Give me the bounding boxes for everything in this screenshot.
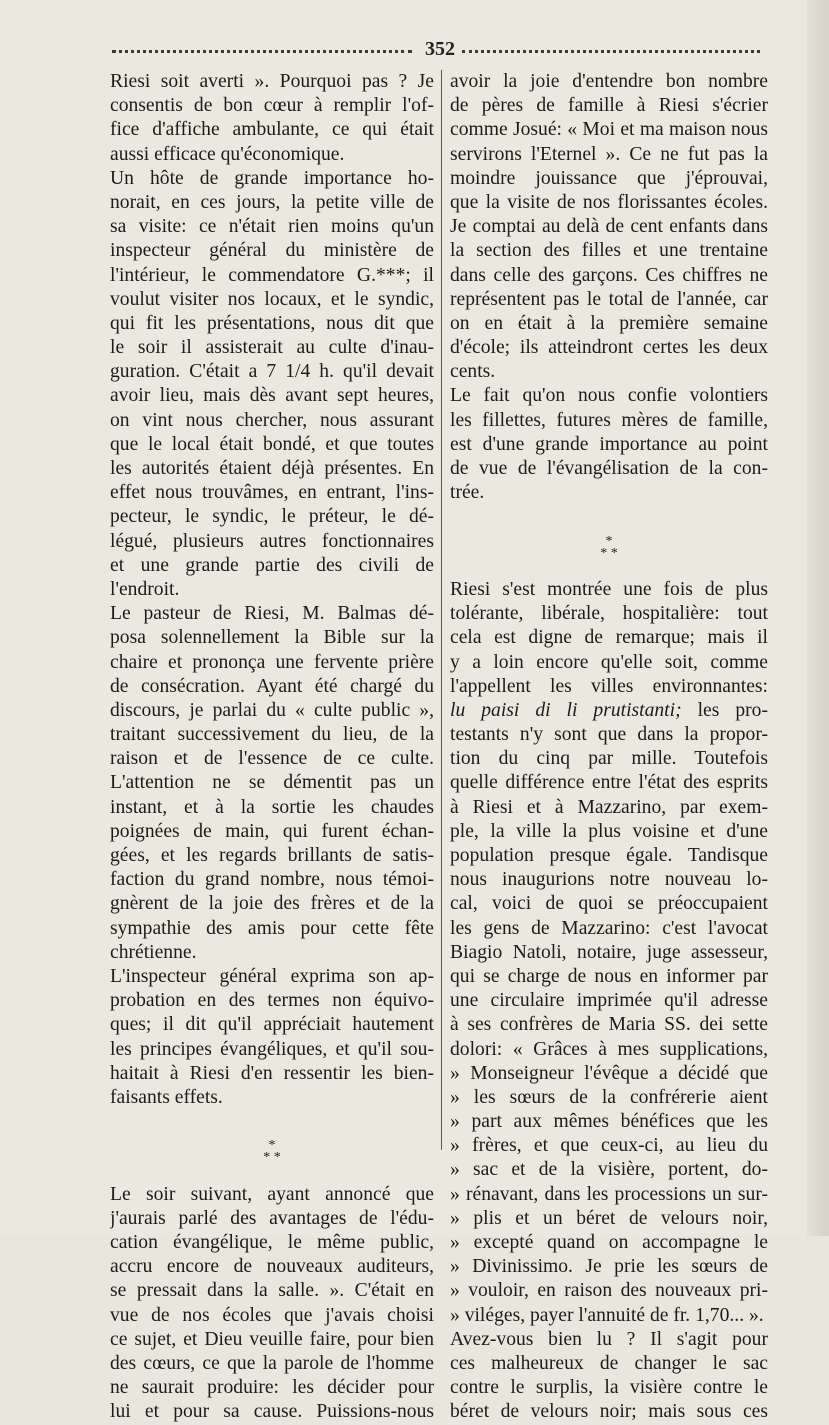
text-line: norait, en ces jours, la petite ville de (110, 191, 434, 213)
header-rule-right (462, 50, 760, 53)
text-line: quelle différence entre l'état des esprits (450, 772, 768, 794)
text-line: on vint nous chercher, nous assurant (110, 409, 434, 431)
text-line: faisants effets. (110, 1086, 223, 1108)
text-line: l'appellent les villes environnantes: (450, 675, 768, 697)
text-line: contre le surplis, la visière contre le (450, 1377, 768, 1399)
text-line: consentis de bon cœur à remplir l'of- (110, 95, 434, 117)
text-line: représentent pas le total de l'année, car (450, 288, 768, 310)
text-line: des cœurs, ce que la parole de l'homme (110, 1352, 434, 1374)
text-line: j'aurais parlé des avantages de l'édu- (110, 1207, 434, 1229)
text-line: légué, plusieurs autres fonctionnaires (110, 530, 434, 552)
text-line: la section des filles et une trentaine (450, 240, 768, 262)
text-line: comme Josué: « Moi et ma maison nous (450, 119, 768, 141)
text-line: avoir lieu, mais dès avant sept heures, (110, 385, 434, 407)
text-line: L'attention ne se démentit pas un (110, 772, 434, 794)
text-line: inspecteur général du ministère de (110, 240, 434, 262)
blank-line (110, 1110, 434, 1134)
text-line: Le soir suivant, ayant annoncé que (110, 1183, 434, 1205)
text-line: sa visite: ce n'était rien moins qu'un (110, 216, 434, 238)
text-line: ce sujet, et Dieu veuille faire, pour bien (110, 1328, 434, 1350)
text-line: » Monseigneur l'évêque a décidé que (450, 1062, 768, 1084)
text-line: y a loin encore qu'elle soit, comme (450, 651, 768, 673)
text-line: cela est digne de remarque; mais il (450, 627, 768, 649)
text-line: on en était à la première semaine (450, 312, 768, 334)
text-line: Un hôte de grande importance ho- (110, 167, 434, 189)
text-line: le soir il assisterait au culte d'inau- (110, 337, 434, 359)
text-line: d'école; ils atteindront certes les deux (450, 337, 768, 359)
text-line: fice d'affiche ambulante, ce qui était (110, 119, 434, 141)
text-line: tion du cinq par mille. Toutefois (450, 748, 768, 770)
section-asterism: * * * (263, 1138, 281, 1166)
text-line: et une grande partie des civili de (110, 554, 434, 576)
text-line: posa solennellement la Bible sur la (110, 627, 434, 649)
text-line: trée. (450, 482, 485, 504)
text-line: Avez-vous bien lu ? Il s'agit pour (450, 1328, 768, 1350)
text-line: gées, et les regards brillants de satis- (110, 845, 434, 866)
text-line: instant, et à la sortie les chaudes (110, 796, 434, 818)
text-line: une circulaire imprimée qu'il adresse (450, 990, 768, 1012)
text-line: Le pasteur de Riesi, M. Balmas dé- (110, 603, 434, 625)
text-line: lu paisi di li prutistanti; les pro- (450, 699, 768, 721)
text-line: Je comptai au delà de cent enfants dans (450, 216, 768, 238)
page-edge-shadow (807, 0, 829, 1236)
blank-line (450, 505, 768, 529)
text-line: qui se charge de nous en informer par (450, 965, 768, 987)
text-line: sympathie des amis pour cette fête (110, 917, 434, 939)
text-line: dolori: « Grâces à mes supplications, (450, 1038, 768, 1060)
text-line: les gens de Mazzarino: c'est l'avocat (450, 917, 768, 939)
text-line: testants n'y sont que dans la propor- (450, 724, 768, 746)
text-line: Riesi s'est montrée une fois de plus (450, 578, 768, 600)
text-line: accru encore de nouveaux auditeurs, (110, 1256, 434, 1278)
column-divider (441, 70, 442, 1150)
text-line: » rénavant, dans les processions un sur- (450, 1183, 768, 1205)
text-line: » plis et un béret de velours noir, (450, 1207, 768, 1229)
text-line: pecteur, le syndic, le préteur, le dé- (110, 506, 434, 528)
text-line: cation évangélique, le même public, (110, 1232, 434, 1253)
text-line: les fillettes, futures mères de famille, (450, 409, 768, 431)
text-line: guration. C'était a 7 1/4 h. qu'il devait (110, 361, 434, 383)
text-line: vue de nos écoles que j'avais choisi (110, 1304, 434, 1326)
text-line: raison et de l'essence de ce culte. (110, 748, 434, 770)
text-line: dans celle des garçons. Ces chiffres ne (450, 264, 768, 286)
page-number: 352 (425, 38, 455, 60)
text-line: chrétienne. (110, 941, 197, 963)
text-line: gnèrent de la joie des frères et de la (110, 893, 434, 915)
text-line: nous inaugurions notre nouveau lo- (450, 869, 768, 891)
text-line: de pères de famille à Riesi s'écrier (450, 95, 768, 117)
text-line: se pressait dans la salle. ». C'était en (110, 1280, 434, 1302)
text-line: que la visite de nos florissantes écoles. (450, 191, 768, 213)
text-line: servirons l'Eternel ». Ce ne fut pas la (450, 143, 768, 165)
text-line: est d'une grande importance au point (450, 433, 768, 455)
text-line: à ses confrères de Maria SS. dei sette (450, 1014, 768, 1036)
text-line: les autorités étaient déjà présentes. En (110, 458, 434, 479)
text-line: L'inspecteur général exprima son ap- (110, 965, 434, 987)
right-column (450, 70, 768, 1425)
text-line: cents. (450, 361, 496, 383)
text-line: béret de velours noir; mais sous ces (450, 1401, 768, 1423)
text-line: » vouloir, en raison des nouveaux pri- (450, 1280, 768, 1302)
text-line: » part aux mêmes bénéfices que les (450, 1111, 768, 1133)
text-line: aussi efficace qu'économique. (110, 143, 345, 165)
text-line: que le local était bondé, et que toutes (110, 433, 434, 455)
text-line: faction du grand nombre, nous témoi- (110, 869, 434, 891)
text-line: haitait à Riesi d'en ressentir les bien- (110, 1062, 434, 1084)
text-line: » frères, et que ceux-ci, au lieu du (450, 1135, 768, 1157)
text-line: à Riesi et à Mazzarino, par exem- (450, 796, 768, 818)
text-line: probation en des termes non équivo- (110, 990, 434, 1012)
text-line: voulut visiter nos locaux, et le syndic, (110, 288, 434, 310)
text-line: de consécration. Ayant été chargé du (110, 675, 434, 697)
text-line: chaire et prononça une fervente prière (110, 651, 434, 673)
text-line: tolérante, libérale, hospitalière: tout (450, 603, 768, 625)
text-line: ques; il dit qu'il appréciait hautement (110, 1014, 434, 1036)
text-line: discours, je parlai du « culte public », (110, 699, 434, 721)
left-column (110, 70, 434, 1425)
text-line: » les sœurs de la confrérerie aient (450, 1086, 768, 1108)
text-line: l'intérieur, le commendatore G.***; il (110, 264, 434, 286)
text-line: ces malheureux de changer le sac (450, 1352, 768, 1374)
text-line: » sac et de la visière, portent, do- (450, 1159, 768, 1181)
text-line: Riesi soit averti ». Pourquoi pas ? Je (110, 71, 434, 92)
text-line: l'endroit. (110, 578, 180, 600)
header-rule-left (112, 50, 412, 53)
text-line: population presque égale. Tandisque (450, 845, 768, 866)
text-line: effet nous trouvâmes, en entrant, l'ins- (110, 482, 434, 504)
text-line: de vue de l'évangélisation de la con- (450, 458, 768, 479)
text-line: traitant successivement du lieu, de la (110, 724, 434, 746)
text-line: lui et pour sa cause. Puissions-nous (110, 1401, 434, 1423)
section-asterism: * * * (600, 533, 618, 561)
text-line: » viléges, payer l'annuité de fr. 1,70... ». (450, 1304, 764, 1326)
text-line: les principes évangéliques, et qu'il sou- (110, 1038, 434, 1060)
text-line: Biagio Natoli, notaire, juge assesseur, (450, 941, 768, 963)
text-line: Le fait qu'on nous confie volontiers (450, 385, 768, 407)
text-line: ne saurait produire: les décider pour (110, 1377, 434, 1399)
text-line: » excepté quand on accompagne le (450, 1232, 768, 1253)
text-line: cal, voici de quoi se préoccupaient (450, 893, 768, 915)
text-line: avoir la joie d'entendre bon nombre (450, 71, 768, 92)
text-line: » Divinissimo. Je prie les sœurs de (450, 1256, 768, 1278)
text-line: poignées de main, qui furent échan- (110, 820, 434, 842)
text-line: qui fit les présentations, nous dit que (110, 312, 434, 334)
text-line: moindre jouissance que j'éprouvai, (450, 167, 768, 189)
text-line: ple, la ville la plus voisine et d'une (450, 820, 768, 842)
